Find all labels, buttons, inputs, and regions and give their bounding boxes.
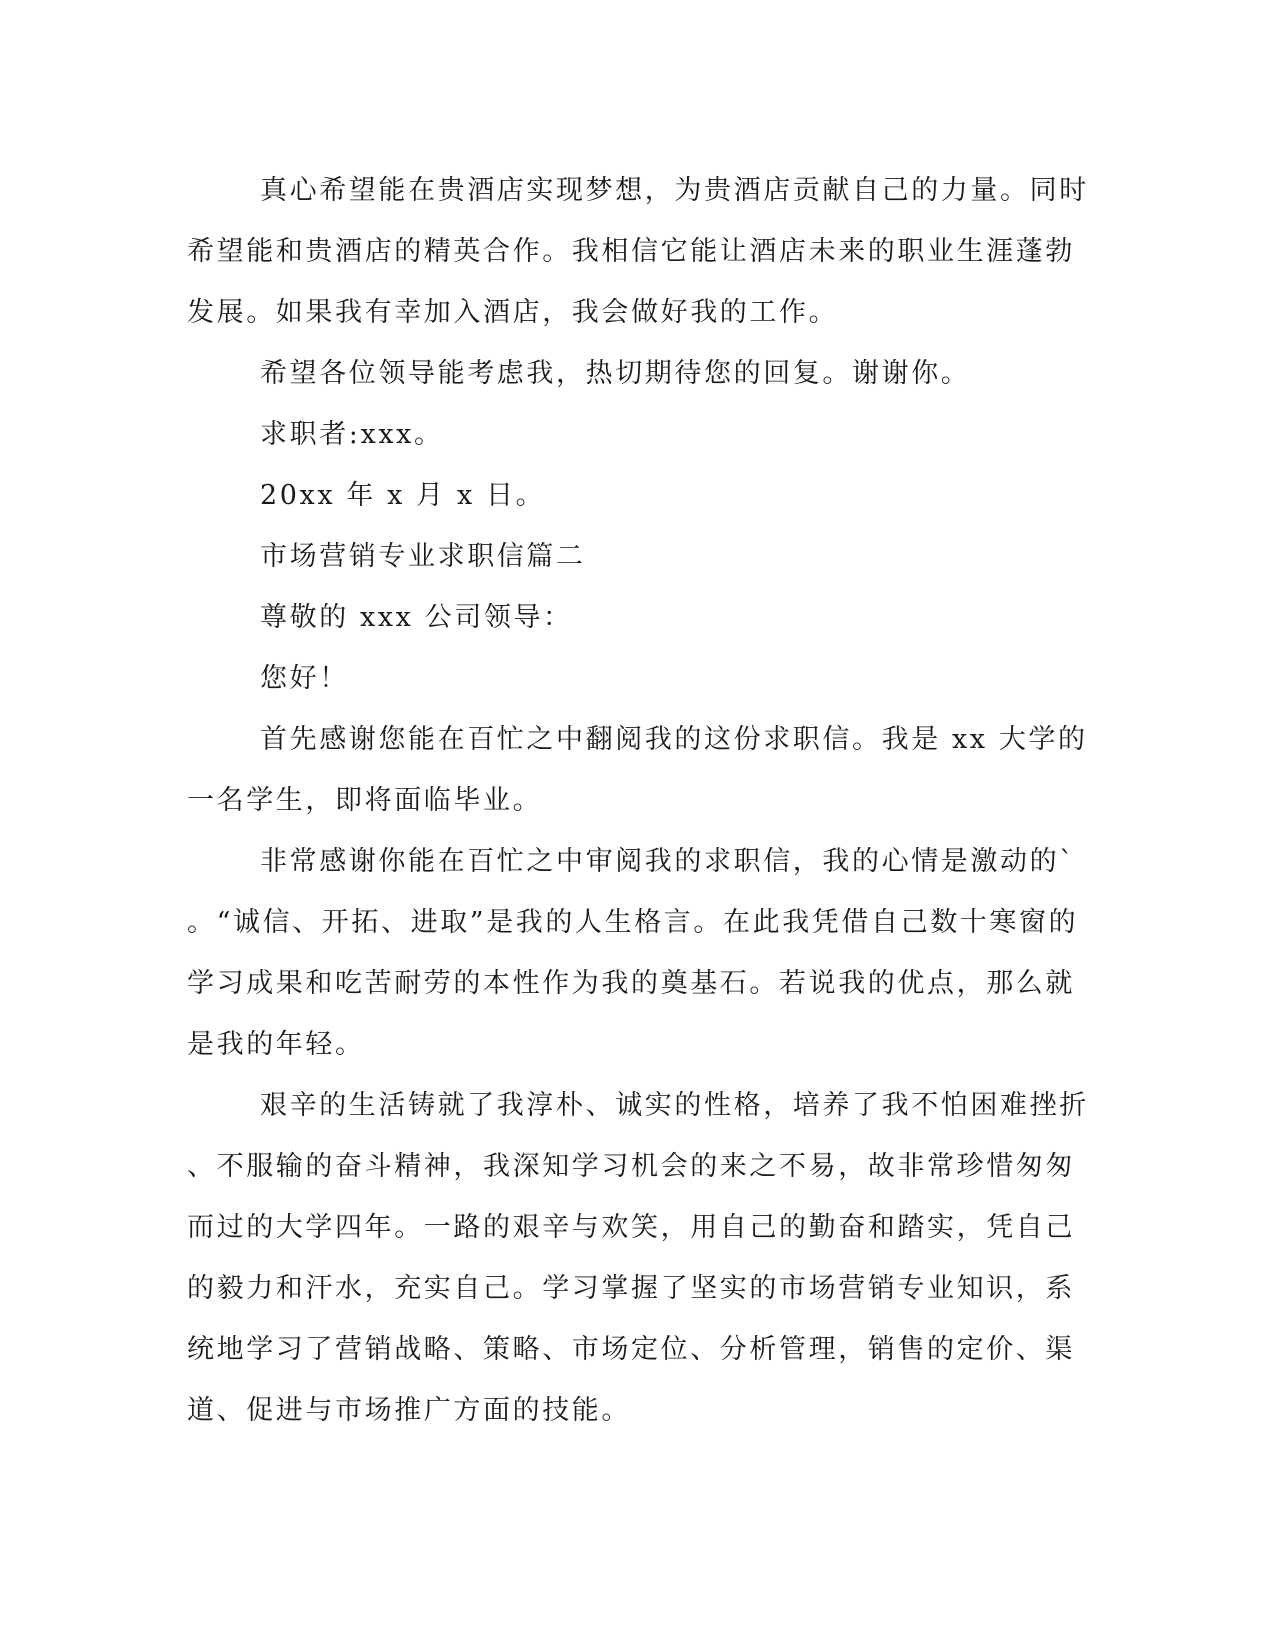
paragraph-line: 。“诚信、开拓、进取”是我的人生格言。在此我凭借自己数十寒窗的 (187, 907, 1079, 938)
paragraph-line: 的毅力和汗水，充实自己。学习掌握了坚实的市场营销专业知识，系 (187, 1273, 1075, 1304)
paragraph-line: 学习成果和吃苦耐劳的本性作为我的奠基石。若说我的优点，那么就 (187, 968, 1075, 999)
greeting-line: 您好！ (260, 663, 349, 694)
paragraph-line: 首先感谢您能在百忙之中翻阅我的这份求职信。我是 xx 大学的 (260, 724, 1088, 755)
paragraph-line: 非常感谢你能在百忙之中审阅我的求职信，我的心情是激动的` (260, 846, 1076, 877)
paragraph-line: 发展。如果我有幸加入酒店，我会做好我的工作。 (187, 297, 839, 328)
signature-line: 求职者:xxx。 (260, 419, 444, 450)
paragraph-line: 希望能和贵酒店的精英合作。我相信它能让酒店未来的职业生涯蓬勃 (187, 236, 1075, 267)
section-title: 市场营销专业求职信篇二 (260, 541, 586, 572)
paragraph-line: 统地学习了营销战略、策略、市场定位、分析管理，销售的定价、渠 (187, 1334, 1075, 1365)
salutation-line: 尊敬的 xxx 公司领导： (260, 602, 573, 633)
paragraph-line: 道、促进与市场推广方面的技能。 (187, 1395, 631, 1426)
paragraph-line: 是我的年轻。 (187, 1029, 365, 1060)
paragraph-line: 真心希望能在贵酒店实现梦想，为贵酒店贡献自己的力量。同时 (260, 175, 1089, 206)
date-line: 20xx 年 x 月 x 日。 (260, 480, 546, 511)
paragraph-line: 希望各位领导能考虑我，热切期待您的回复。谢谢你。 (260, 358, 971, 389)
paragraph-line: 、不服输的奋斗精神，我深知学习机会的来之不易，故非常珍惜匆匆 (187, 1151, 1075, 1182)
document-page (187, 160, 1089, 1441)
paragraph-line: 艰辛的生活铸就了我淳朴、诚实的性格，培养了我不怕困难挫折 (260, 1090, 1089, 1121)
paragraph-line: 而过的大学四年。一路的艰辛与欢笑，用自己的勤奋和踏实，凭自己 (187, 1212, 1075, 1243)
paragraph-line: 一名学生，即将面临毕业。 (187, 785, 543, 816)
